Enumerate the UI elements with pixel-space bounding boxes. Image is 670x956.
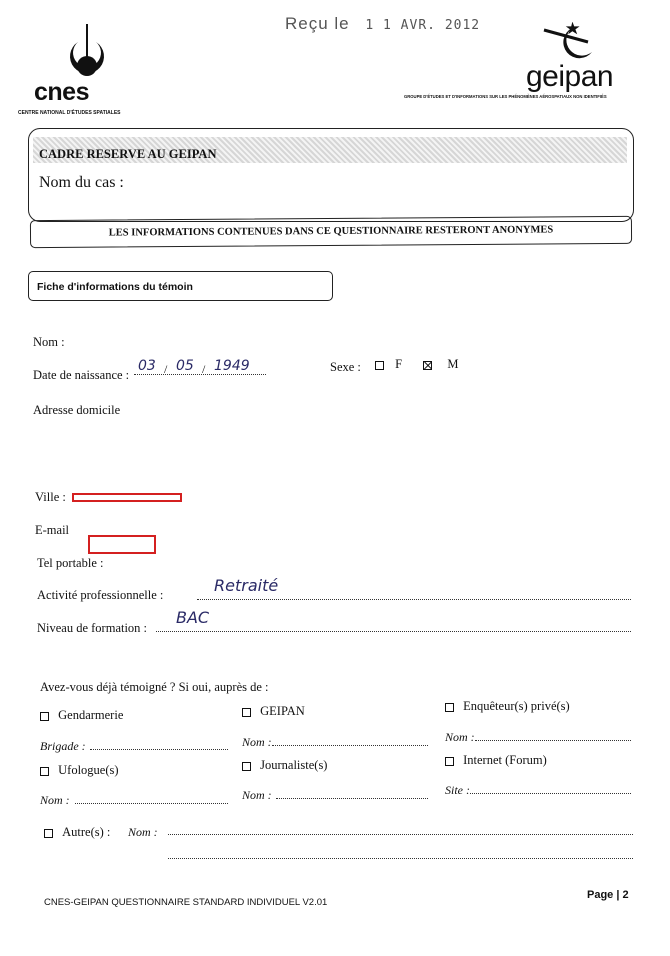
education-label: Niveau de formation : <box>37 621 148 635</box>
activity-label: Activité professionnelle : <box>37 588 164 602</box>
brigade-dots <box>90 749 228 750</box>
footer-doc-title: CNES-GEIPAN QUESTIONNAIRE STANDARD INDIVIDUEL V2.01 <box>44 897 328 908</box>
option-autres <box>44 825 110 840</box>
birth-day: 03 <box>138 358 156 374</box>
enqueteur-nom-dots <box>475 740 631 741</box>
option-journaliste <box>242 758 327 773</box>
education-value: BAC <box>176 608 210 627</box>
anonymous-banner-text: LES INFORMATIONS CONTENUES DANS CE QUESTIONNAIRE RESTERONT ANONYMES <box>108 224 554 239</box>
cnes-subtitle: CENTRE NATIONAL D'ÉTUDES SPATIALES <box>18 110 121 116</box>
cnes-logo <box>18 22 148 118</box>
birth-date-value <box>134 358 266 376</box>
education-dots <box>156 631 631 632</box>
nom-label: Nom : <box>33 335 65 349</box>
ufologue-label: Ufologue(s) <box>58 763 119 777</box>
geipan-wordmark: geipan <box>526 60 614 93</box>
ufologue-nom-label: Nom : <box>40 793 70 807</box>
sex-f-checkbox[interactable] <box>375 361 384 370</box>
site-label: Site : <box>445 783 470 797</box>
email-redaction <box>88 535 156 554</box>
option-internet <box>445 753 547 768</box>
gendarmerie-checkbox[interactable] <box>40 712 49 721</box>
sex-m-checkbox[interactable] <box>423 361 432 370</box>
brigade-label: Brigade : <box>40 739 86 753</box>
autres-dots-2 <box>168 858 633 859</box>
address-label: Adresse domicile <box>33 403 121 417</box>
autres-nom-label: Nom : <box>128 825 158 839</box>
autres-dots-1 <box>168 834 633 835</box>
birth-sep-2: / <box>202 362 206 376</box>
enqueteur-nom-label: Nom : <box>445 730 475 744</box>
enqueteur-checkbox[interactable] <box>445 703 454 712</box>
anonymous-banner <box>30 216 632 248</box>
internet-label: Internet (Forum) <box>463 753 547 767</box>
witness-info-tab-label: Fiche d'informations du témoin <box>37 281 193 293</box>
geipan-nom-label: Nom : <box>242 735 272 749</box>
option-gendarmerie <box>40 708 123 723</box>
geipan-option-label: GEIPAN <box>260 704 305 718</box>
witness-info-tab <box>28 271 333 301</box>
option-enqueteur <box>445 699 570 714</box>
birth-date-label: Date de naissance : <box>33 368 130 382</box>
autres-checkbox[interactable] <box>44 829 53 838</box>
geipan-checkbox[interactable] <box>242 708 251 717</box>
sex-m-label: M <box>447 357 459 371</box>
journaliste-nom-label: Nom : <box>242 788 272 802</box>
sex-label: Sexe : <box>330 360 361 374</box>
activity-dots <box>197 599 631 600</box>
journaliste-label: Journaliste(s) <box>260 758 328 772</box>
site-dots <box>470 793 631 794</box>
internet-checkbox[interactable] <box>445 757 454 766</box>
autres-label: Autre(s) : <box>62 825 111 839</box>
city-label: Ville : <box>35 490 66 504</box>
activity-value: Retraité <box>214 576 279 595</box>
testimony-question: Avez-vous déjà témoigné ? Si oui, auprès de : <box>40 680 269 694</box>
reserved-box-title: CADRE RESERVE AU GEIPAN <box>39 147 217 161</box>
birth-month: 05 <box>176 358 194 374</box>
mobile-label: Tel portable : <box>37 556 104 570</box>
footer-page-label: Page | 2 <box>587 889 629 901</box>
option-geipan <box>242 704 305 719</box>
cnes-wordmark: cnes <box>34 78 89 106</box>
birth-date-dots <box>134 374 266 375</box>
cnes-emblem-icon <box>18 22 148 84</box>
ufologue-checkbox[interactable] <box>40 767 49 776</box>
journaliste-checkbox[interactable] <box>242 762 251 771</box>
case-name-label: Nom du cas : <box>39 174 124 191</box>
ufologue-nom-dots <box>75 803 228 804</box>
received-label: Reçu le <box>285 14 350 33</box>
enqueteur-label: Enquêteur(s) privé(s) <box>463 699 570 713</box>
city-redaction <box>72 493 182 502</box>
birth-sep-1: / <box>164 362 168 376</box>
received-date: 1 1 AVR. 2012 <box>365 18 481 33</box>
gendarmerie-label: Gendarmerie <box>58 708 124 722</box>
sex-options <box>375 357 458 372</box>
journaliste-nom-dots <box>276 798 428 799</box>
birth-year: 1949 <box>214 358 250 374</box>
geipan-subtitle: GROUPE D'ÉTUDES ET D'INFORMATIONS SUR LES PHÉNOMÈNES AÉROSPATIAUX NON IDENTIFIÉS <box>404 94 607 99</box>
option-ufologue <box>40 763 119 778</box>
reserved-box <box>28 128 634 222</box>
sex-f-label: F <box>395 357 403 371</box>
geipan-logo <box>400 22 640 106</box>
geipan-nom-dots <box>272 745 428 746</box>
email-label: E-mail <box>35 523 70 537</box>
